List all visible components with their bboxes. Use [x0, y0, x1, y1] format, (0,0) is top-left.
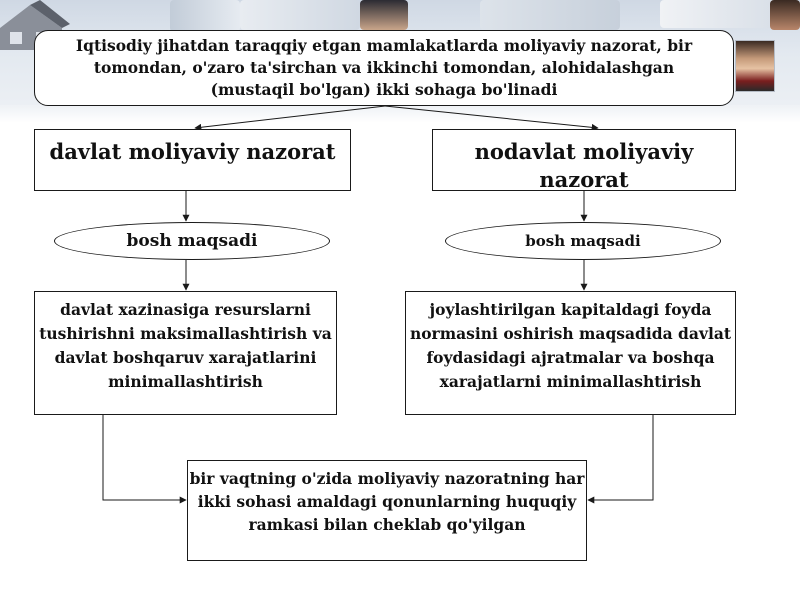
nonstate-goal-label: bosh maqsadi [525, 232, 641, 250]
nonstate-control-title: nodavlat moliyaviy nazorat [474, 139, 694, 192]
conclusion-text: bir vaqtning o'zida moliyaviy nazoratning har ikki sohasi amaldagi qonunlarning huquqiy ramkasi bilan cheklab qo'yilgan [189, 469, 585, 534]
state-goal-ellipse [54, 222, 330, 260]
nonstate-goal-text: joylashtirilgan kapitaldagi foyda normasini oshirish maqsadida davlat foydasidagi ajratmalar va boshqa xarajatlarni minimallashtirish [409, 300, 732, 391]
intro-box [34, 30, 734, 106]
state-goal-label: bosh maqsadi [126, 231, 258, 251]
arrow-top-to-left [195, 106, 385, 128]
nonstate-control-box [432, 129, 736, 191]
arrow-top-to-right [385, 106, 598, 128]
arrow-right-to-bottom [588, 415, 653, 500]
state-control-title: davlat moliyaviy nazorat [49, 139, 336, 164]
conclusion-box [187, 460, 587, 561]
state-goal-text: davlat xazinasiga resurslarni tushirishni maksimallashtirish va davlat boshqaruv xarajatlarini minimallashtirish [39, 300, 332, 391]
state-goal-box [34, 291, 337, 415]
arrow-left-to-bottom [103, 415, 186, 500]
nonstate-goal-ellipse [445, 222, 721, 260]
state-control-box [34, 129, 351, 191]
nonstate-goal-box [405, 291, 736, 415]
intro-text: Iqtisodiy jihatdan taraqqiy etgan mamlakatlarda moliyaviy nazorat, bir tomondan, o'zaro ta'sirchan va ikkinchi tomondan, alohidalashgan (mustaqil bo'lgan) ikki sohaga bo'linadi [75, 36, 693, 99]
